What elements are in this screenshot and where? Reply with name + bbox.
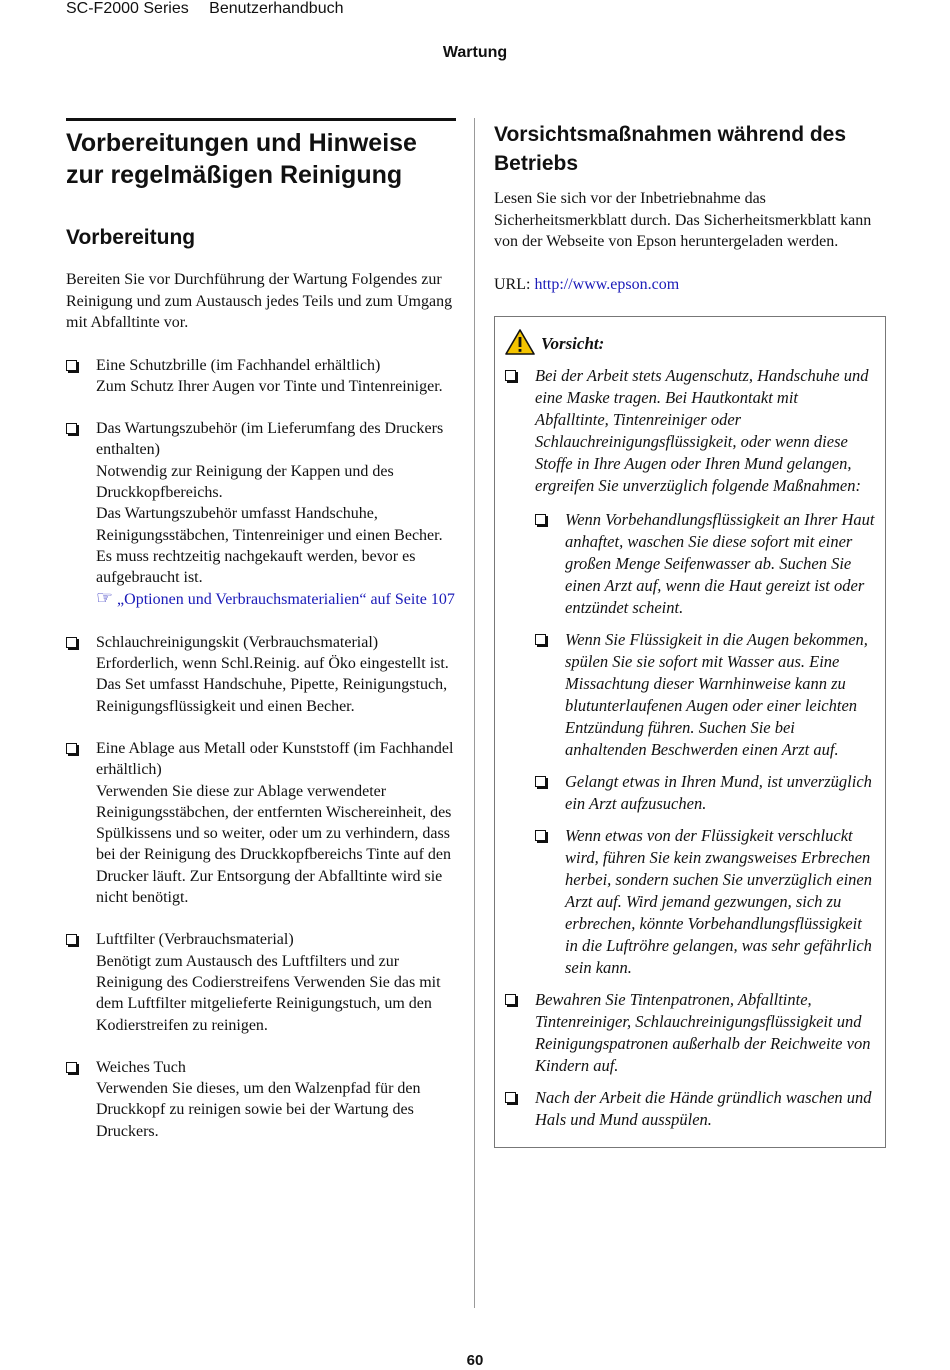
item-text: Erforderlich, wenn Schl.Reinig. auf Öko eingestellt ist. (96, 655, 449, 673)
item-text: Zum Schutz Ihrer Augen vor Tinte und Tintenreiniger. (96, 377, 443, 395)
equipment-list (66, 355, 456, 1143)
left-column (66, 118, 456, 1163)
column-divider (474, 118, 475, 1308)
epson-url-link[interactable]: http://www.epson.com (534, 275, 680, 293)
item-title: Weiches Tuch (96, 1058, 186, 1076)
item-title: Luftfilter (Verbrauchsmaterial) (96, 931, 294, 949)
list-item (66, 929, 456, 1035)
safety-intro: Lesen Sie sich vor der Inbetriebnahme das Sicherheitsmerkblatt durch. Das Sicherheitsmerkblatt kann von der Webseite von Epson heruntergeladen werden. (494, 190, 872, 250)
caution-sublist (535, 509, 875, 979)
cross-reference-link[interactable]: „Optionen und Verbrauchsmaterialien“ auf Seite 107 (117, 591, 455, 609)
product-name: SC-F2000 Series (66, 0, 189, 17)
caution-text: Bei der Arbeit stets Augenschutz, Handschuhe und eine Maske tragen. Bei Hautkontakt mit Abfalltinte, Tintenreiniger oder Schlauchreinigungsflüssigkeit, oder wenn diese Stoffe in Ihre Augen oder Ihren Mund gelangen, ergreifen Sie unverzüglich folgende Maßnahmen: (535, 366, 869, 495)
caution-subtext: Wenn Vorbehandlungsflüssigkeit an Ihrer Haut anhaftet, waschen Sie diese sofort mit einer großen Menge Seifenwasser ab. Suchen Sie einen Arzt auf, wenn die Haut gereizt ist oder entzündet scheint. (565, 510, 875, 617)
caution-title (505, 329, 875, 357)
left-heading: Vorbereitungen und Hinweise zur regelmäßigen Reinigung (66, 118, 456, 191)
item-text: Notwendig zur Reinigung der Kappen und des Druckkopfbereichs. (96, 462, 394, 501)
url-label: URL: (494, 275, 535, 293)
right-heading: Vorsichtsmaßnahmen während des Betriebs (494, 123, 847, 175)
checkbox-bullet-icon (535, 830, 546, 841)
item-text: Das Set umfasst Handschuhe, Pipette, Reinigungstuch, Reinigungsflüssigkeit und einen Becher. (96, 676, 448, 715)
checkbox-bullet-icon (505, 1092, 516, 1103)
list-item (66, 632, 456, 717)
list-item (505, 1087, 875, 1131)
checkbox-bullet-icon (66, 423, 77, 434)
item-text: Verwenden Sie dieses, um den Walzenpfad für den Druckkopf zu reinigen sowie bei der Wartung des Druckers. (96, 1080, 421, 1140)
checkbox-bullet-icon (535, 776, 546, 787)
caution-list (505, 365, 875, 1131)
list-item (66, 418, 456, 611)
right-column (494, 118, 886, 1148)
caution-text: Nach der Arbeit die Hände gründlich waschen und Hals und Mund ausspülen. (535, 1088, 872, 1129)
pointing-hand-icon: ☞ (96, 588, 114, 610)
page-number: 60 (466, 1352, 484, 1369)
url-line (494, 274, 886, 296)
checkbox-bullet-icon (505, 370, 516, 381)
checkbox-bullet-icon (505, 994, 516, 1005)
caution-subtext: Gelangt etwas in Ihren Mund, ist unverzüglich ein Arzt aufzusuchen. (565, 772, 872, 813)
item-title: Eine Schutzbrille (im Fachhandel erhältlich) (96, 356, 381, 374)
checkbox-bullet-icon (66, 1062, 77, 1073)
item-text: Das Wartungszubehör umfasst Handschuhe, Reinigungsstäbchen, Tintenreiniger und einen Becher. Es muss rechtzeitig nachgekauft werden, bevor es aufgebraucht ist. (96, 505, 443, 587)
caution-label: Vorsicht: (541, 334, 605, 353)
item-text: Benötigt zum Austausch des Luftfilters und zur Reinigung des Codierstreifens Verwenden Sie das mit dem Luftfilter mitgelieferte Reinigungstuch, um den Kodierstreifen zu reinigen. (96, 952, 441, 1034)
list-item (535, 771, 875, 815)
item-text: Verwenden Sie diese zur Ablage verwendeter Reinigungsstäbchen, der entfernten Wischereinheit, des Spülkissens und so weiter, oder um zu verhindern, dass bei der Reinigung des Druckkopfbereichs Tinte auf den Drucker läuft. Zur Entsorgung der Abfalltinte wird sie nicht benötigt. (96, 782, 452, 907)
list-item (66, 355, 456, 398)
list-item (535, 825, 875, 979)
checkbox-bullet-icon (535, 634, 546, 645)
checkbox-bullet-icon (66, 743, 77, 754)
checkbox-bullet-icon (66, 360, 77, 371)
item-title: Schlauchreinigungskit (Verbrauchsmaterial) (96, 633, 379, 651)
item-title: Das Wartungszubehör (im Lieferumfang des Druckers enthalten) (96, 420, 444, 459)
section-title: Wartung (442, 44, 508, 61)
list-item (505, 365, 875, 979)
warning-triangle-icon (505, 329, 535, 355)
checkbox-bullet-icon (535, 514, 546, 525)
caution-subtext: Wenn etwas von der Flüssigkeit verschluckt wird, führen Sie kein zwangsweises Erbrechen herbei, sondern suchen Sie unverzüglich einen Arzt auf. Wird jemand gezwungen, sich zu erbrechen, könnte Vorbehandlungsflüssigkeit in die Luftröhre gelangen, was sehr gefährlich sein kann. (565, 826, 873, 977)
caution-text: Bewahren Sie Tintenpatronen, Abfalltinte, Tintenreiniger, Schlauchreinigungsflüssigkeit und Reinigungspatronen außerhalb der Reichweite von Kindern auf. (535, 990, 871, 1075)
manual-name: Benutzerhandbuch (209, 0, 344, 17)
list-item (66, 1057, 456, 1142)
list-item (66, 738, 456, 908)
list-item (535, 509, 875, 619)
list-item (505, 989, 875, 1077)
running-header (66, 0, 360, 18)
caution-subtext: Wenn Sie Flüssigkeit in die Augen bekommen, spülen Sie sie sofort mit Wasser aus. Eine Missachtung dieser Warnhinweise kann zu blutunterlaufenen Augen oder einer leichten Entzündung führen. Suchen Sie bei anhaltenden Beschwerden einen Arzt auf. (565, 630, 868, 759)
intro-paragraph: Bereiten Sie vor Durchführung der Wartung Folgendes zur Reinigung und zum Austausch jedes Teils und zum Umgang mit Abfalltinte vor. (66, 271, 453, 331)
list-item (535, 629, 875, 761)
subheading-vorbereitung: Vorbereitung (66, 226, 196, 249)
caution-box (494, 316, 886, 1148)
checkbox-bullet-icon (66, 637, 77, 648)
item-title: Eine Ablage aus Metall oder Kunststoff (im Fachhandel erhältlich) (96, 739, 454, 779)
checkbox-bullet-icon (66, 934, 77, 945)
